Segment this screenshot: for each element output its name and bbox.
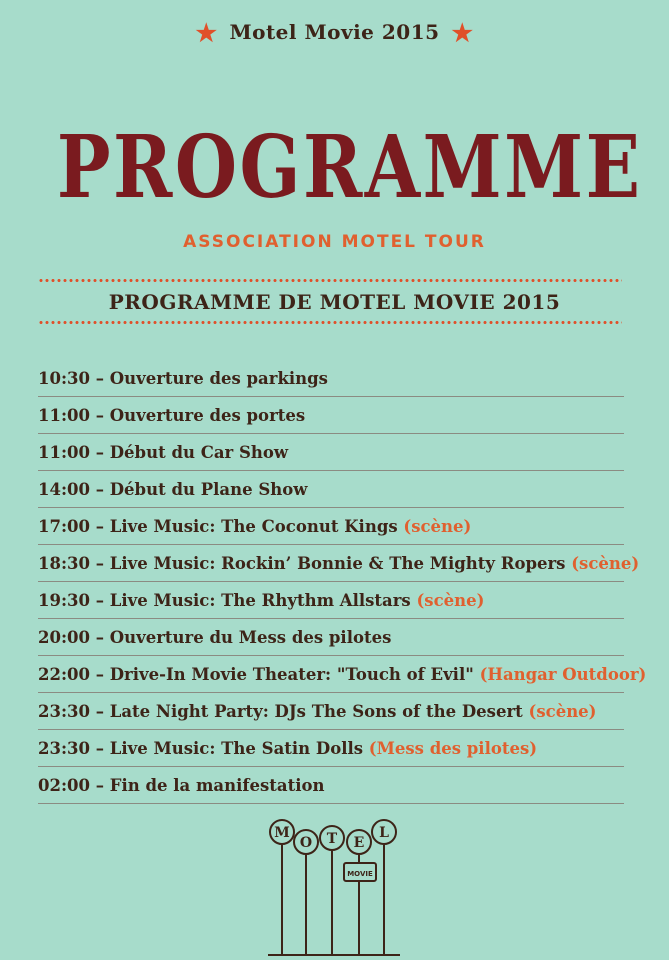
- schedule-item-text: 02:00 – Fin de la manifestation: [38, 776, 325, 795]
- schedule-item-venue: (Hangar Outdoor): [479, 665, 647, 684]
- schedule-item-text: 22:00 – Drive-In Movie Theater: "Touch of Evil": [38, 665, 474, 684]
- schedule-item-text: 18:30 – Live Music: Rockin’ Bonnie & The Mighty Ropers: [38, 554, 566, 573]
- schedule-item: [38, 436, 624, 471]
- logo-letter: M: [274, 825, 290, 841]
- dotted-divider-top: [38, 279, 622, 282]
- schedule-list: [38, 362, 647, 806]
- schedule-item-venue: (scène): [416, 591, 485, 610]
- schedule-item: [38, 658, 647, 693]
- page-title: PROGRAMME: [56, 117, 643, 218]
- logo-letter: E: [353, 835, 365, 851]
- schedule-item-venue: (scène): [403, 517, 472, 536]
- schedule-item: [38, 473, 624, 508]
- star-icon-right: ★: [451, 18, 474, 47]
- schedule-item-text: 23:30 – Live Music: The Satin Dolls: [38, 739, 364, 758]
- schedule-item: [38, 769, 624, 804]
- schedule-item-text: 11:00 – Ouverture des portes: [38, 406, 306, 425]
- section-heading: PROGRAMME DE MOTEL MOVIE 2015: [108, 290, 561, 314]
- schedule-item-text: 20:00 – Ouverture du Mess des pilotes: [38, 628, 392, 647]
- banner-text: Motel Movie 2015: [229, 20, 440, 44]
- motel-movie-logo: [264, 815, 404, 960]
- schedule-item-venue: (scène): [528, 702, 597, 721]
- top-banner: [0, 18, 669, 47]
- schedule-item: [38, 510, 624, 545]
- schedule-item: [38, 695, 624, 730]
- schedule-item: [38, 621, 624, 656]
- logo-letter: O: [299, 835, 313, 851]
- schedule-item-venue: (Mess des pilotes): [368, 739, 538, 758]
- schedule-item-text: 10:30 – Ouverture des parkings: [38, 369, 328, 388]
- schedule-item-venue: (scène): [571, 554, 640, 573]
- schedule-item-text: 23:30 – Late Night Party: DJs The Sons of the Desert: [38, 702, 523, 721]
- schedule-item-text: 17:00 – Live Music: The Coconut Kings: [38, 517, 398, 536]
- logo-letter: T: [326, 831, 338, 847]
- schedule-item-text: 11:00 – Début du Car Show: [38, 443, 289, 462]
- schedule-item: [38, 732, 624, 767]
- dotted-divider-bottom: [38, 321, 622, 324]
- schedule-item: [38, 399, 624, 434]
- star-icon-left: ★: [195, 18, 218, 47]
- schedule-item-text: 19:30 – Live Music: The Rhythm Allstars: [38, 591, 411, 610]
- subtitle: ASSOCIATION MOTEL TOUR: [183, 232, 486, 252]
- schedule-item: [38, 584, 624, 619]
- logo-sign-text: MOVIE: [347, 870, 373, 878]
- schedule-item: [38, 362, 624, 397]
- schedule-item: [38, 547, 640, 582]
- logo-letter: L: [379, 825, 389, 841]
- schedule-item-text: 14:00 – Début du Plane Show: [38, 480, 308, 499]
